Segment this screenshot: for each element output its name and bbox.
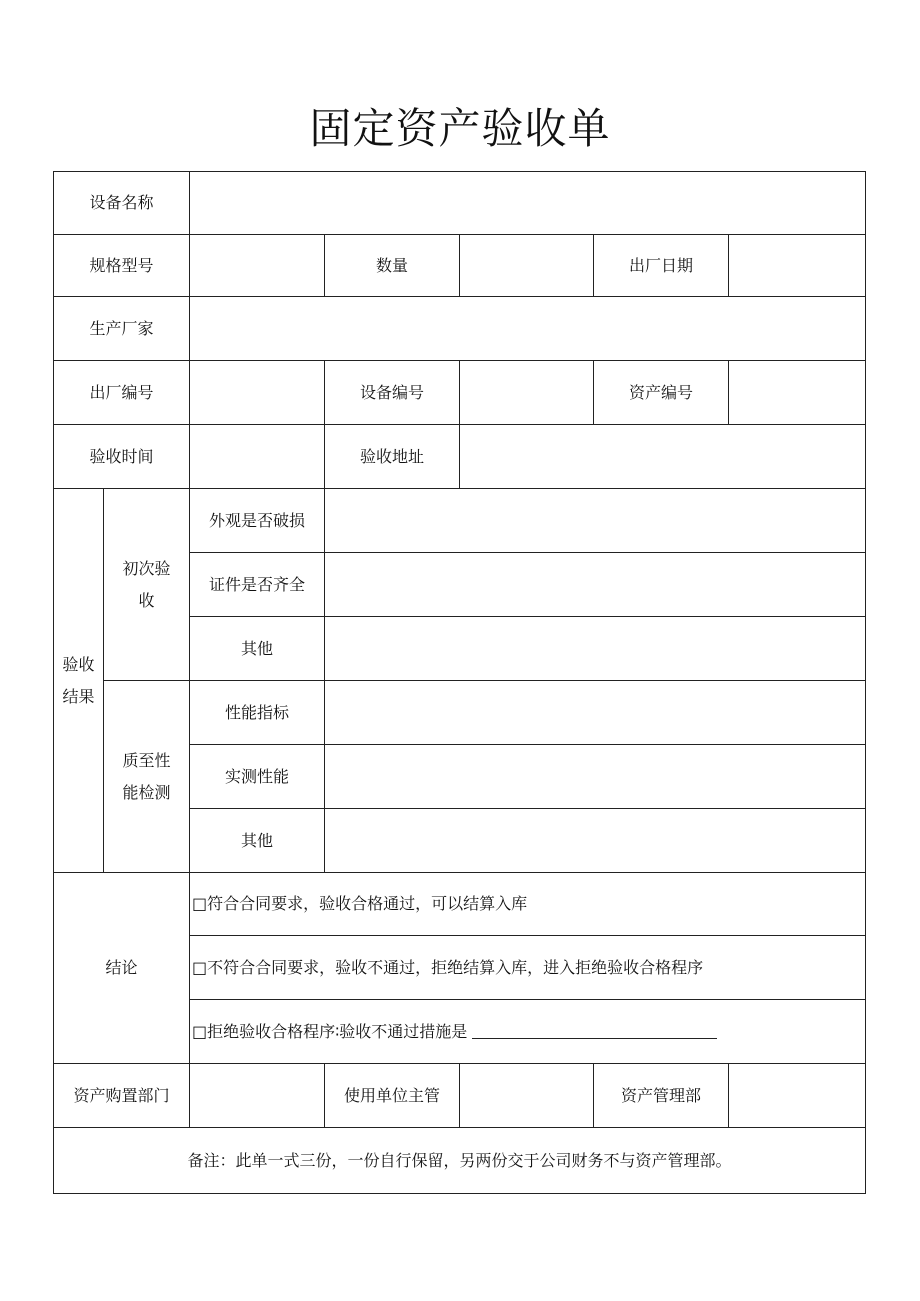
factory-date-field[interactable] [729, 235, 866, 297]
factory-date-label: 出厂日期 [594, 235, 729, 297]
conclusion-option-reject[interactable] [190, 936, 866, 1000]
certificates-label: 证件是否齐全 [190, 553, 325, 617]
factory-no-label: 出厂编号 [54, 361, 190, 425]
device-name-label: 设备名称 [54, 172, 190, 235]
conclusion-option-text: □符合合同要求，验收合格通过，可以结算入库 [192, 894, 528, 913]
accept-time-label: 验收时间 [54, 425, 190, 489]
conclusion-option-text: □不符合合同要求，验收不通过，拒绝结算入库，进入拒绝验收合格程序 [192, 957, 704, 977]
remark: 备注：此单一式三份，一份自行保留，另两份交于公司财务不与资产管理部。 [54, 1128, 866, 1194]
measured-perf-field[interactable] [325, 745, 866, 809]
appearance-field[interactable] [325, 489, 866, 553]
factory-no-field[interactable] [190, 361, 325, 425]
other1-label: 其他 [190, 617, 325, 681]
user-supervisor-label: 使用单位主管 [325, 1064, 460, 1128]
other2-field[interactable] [325, 809, 866, 873]
device-no-field[interactable] [460, 361, 594, 425]
acceptance-form [53, 171, 866, 1194]
asset-mgmt-label: 资产管理部 [594, 1064, 729, 1128]
conclusion-label: 结论 [54, 873, 190, 1064]
perf-index-field[interactable] [325, 681, 866, 745]
manufacturer-label: 生产厂家 [54, 297, 190, 361]
quality-check-label: 质至性 能检测 [104, 681, 190, 873]
perf-index-label: 性能指标 [190, 681, 325, 745]
initial-accept-label: 初次验 收 [104, 489, 190, 681]
measured-perf-label: 实测性能 [190, 745, 325, 809]
asset-no-field[interactable] [729, 361, 866, 425]
page-title: 固定资产验收单 [309, 104, 611, 153]
spec-model-label: 规格型号 [54, 235, 190, 297]
appearance-label: 外观是否破损 [190, 489, 325, 553]
conclusion-option-reject-process[interactable] [190, 1000, 866, 1064]
other2-label: 其他 [190, 809, 325, 873]
user-supervisor-field[interactable] [460, 1064, 594, 1128]
accept-result-label: 验收 结果 [54, 489, 104, 873]
accept-address-label: 验收地址 [325, 425, 460, 489]
device-no-label: 设备编号 [325, 361, 460, 425]
accept-time-field[interactable] [190, 425, 325, 489]
measures-blank-line[interactable] [472, 1022, 717, 1039]
manufacturer-field[interactable] [190, 297, 866, 361]
quantity-label: 数量 [325, 235, 460, 297]
purchase-dept-field[interactable] [190, 1064, 325, 1128]
device-name-field[interactable] [190, 172, 866, 235]
asset-no-label: 资产编号 [594, 361, 729, 425]
conclusion-option-text: □拒绝验收合格程序∶验收不通过措施是 [192, 1021, 473, 1041]
conclusion-option-accept[interactable] [190, 873, 866, 936]
quantity-field[interactable] [460, 235, 594, 297]
accept-address-field[interactable] [460, 425, 866, 489]
certificates-field[interactable] [325, 553, 866, 617]
asset-mgmt-field[interactable] [729, 1064, 866, 1128]
other1-field[interactable] [325, 617, 866, 681]
purchase-dept-label: 资产购置部门 [54, 1064, 190, 1128]
spec-model-field[interactable] [190, 235, 325, 297]
